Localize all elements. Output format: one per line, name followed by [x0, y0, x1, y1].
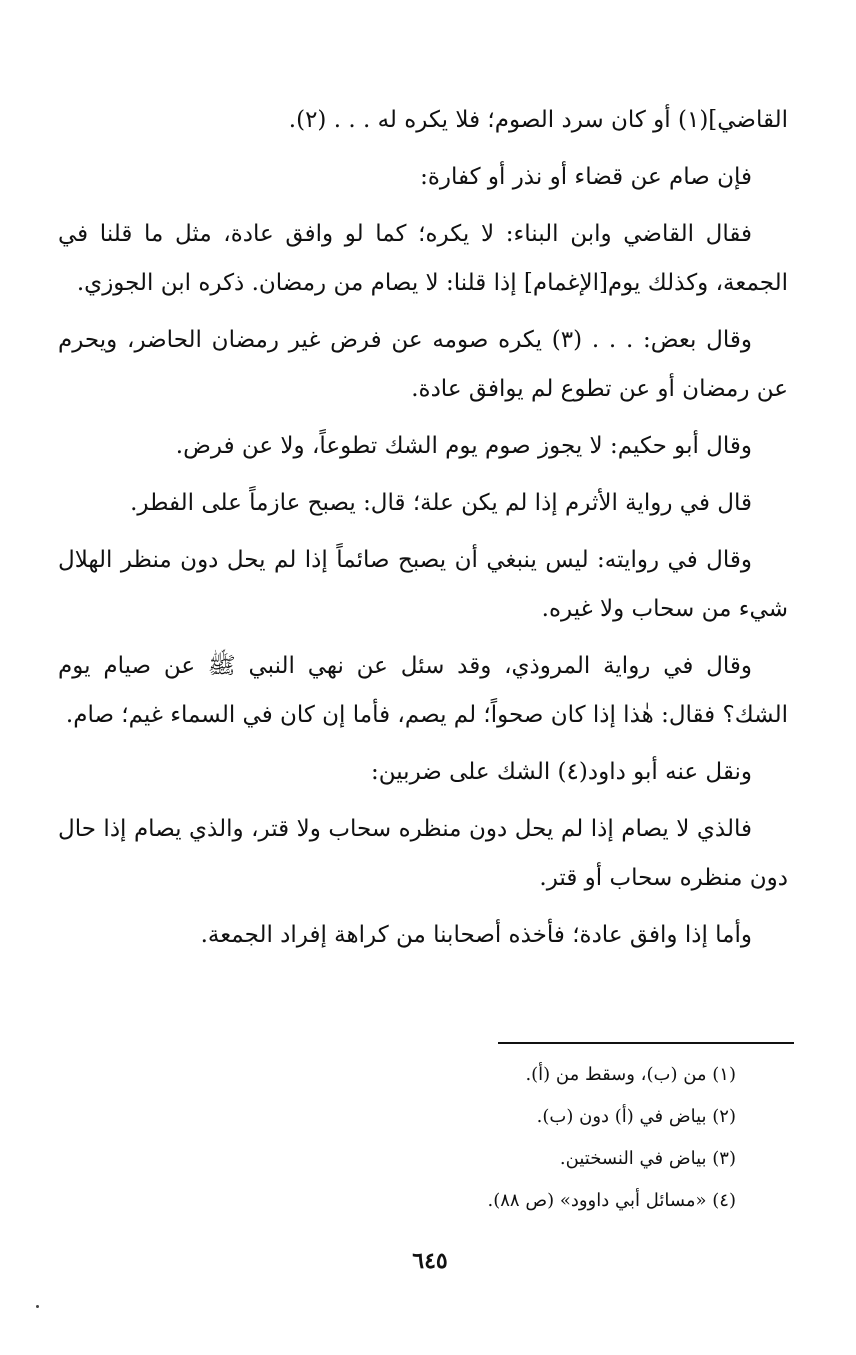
body-text	[58, 96, 788, 968]
paragraph: وقال أبو حكيم: لا يجوز صوم يوم الشك تطوعاً، ولا عن فرض.	[175, 433, 752, 459]
paragraph: وقال في رواية المروذي، وقد سئل عن نهي النبي ﷺ عن صيام يوم الشك؟ فقال: هٰذا إذا كان صحواً؛ لم يصم، فأما إن كان في السماء غيم؛ صام.	[58, 653, 788, 728]
paragraph: وأما إذا وافق عادة؛ فأخذه أصحابنا من كراهة إفراد الجمعة.	[200, 922, 752, 948]
footnote-3: (٣) بياض في النسختين.	[559, 1148, 736, 1169]
footnote-4: (٤) «مسائل أبي داوود» (ص ٨٨).	[487, 1190, 736, 1211]
footnote-divider	[498, 1042, 794, 1044]
footnote-2: (٢) بياض في (أ) دون (ب).	[536, 1106, 736, 1127]
footnote-1: (١) من (ب)، وسقط من (أ).	[525, 1064, 736, 1085]
paragraph: ونقل عنه أبو داود(٤) الشك على ضربين:	[370, 759, 752, 785]
paragraph: وقال في روايته: ليس ينبغي أن يصبح صائماً إذا لم يحل دون منظر الهلال شيء من سحاب ولا غيره.	[58, 547, 788, 622]
paragraph: فقال القاضي وابن البناء: لا يكره؛ كما لو وافق عادة، مثل ما قلنا في الجمعة، وكذلك يوم[الإغمام] إذا قلنا: لا يصام من رمضان. ذكره ابن الجوزي.	[58, 221, 788, 296]
scan-speck	[36, 1305, 39, 1308]
page-number: ٦٤٥	[412, 1248, 448, 1274]
paragraph: قال في رواية الأثرم إذا لم يكن علة؛ قال: يصبح عازماً على الفطر.	[130, 490, 752, 516]
paragraph-continuation: القاضي](١) أو كان سرد الصوم؛ فلا يكره له . . . (٢).	[288, 107, 788, 133]
paragraph: فالذي لا يصام إذا لم يحل دون منظره سحاب ولا قتر، والذي يصام إذا حال دون منظره سحاب أو قتر.	[58, 816, 788, 891]
footnotes	[300, 1064, 736, 1232]
paragraph: وقال بعض: . . . (٣) يكره صومه عن فرض غير رمضان الحاضر، ويحرم عن رمضان أو عن تطوع لم يوافق عادة.	[58, 327, 788, 402]
paragraph: فإن صام عن قضاء أو نذر أو كفارة:	[420, 164, 752, 190]
